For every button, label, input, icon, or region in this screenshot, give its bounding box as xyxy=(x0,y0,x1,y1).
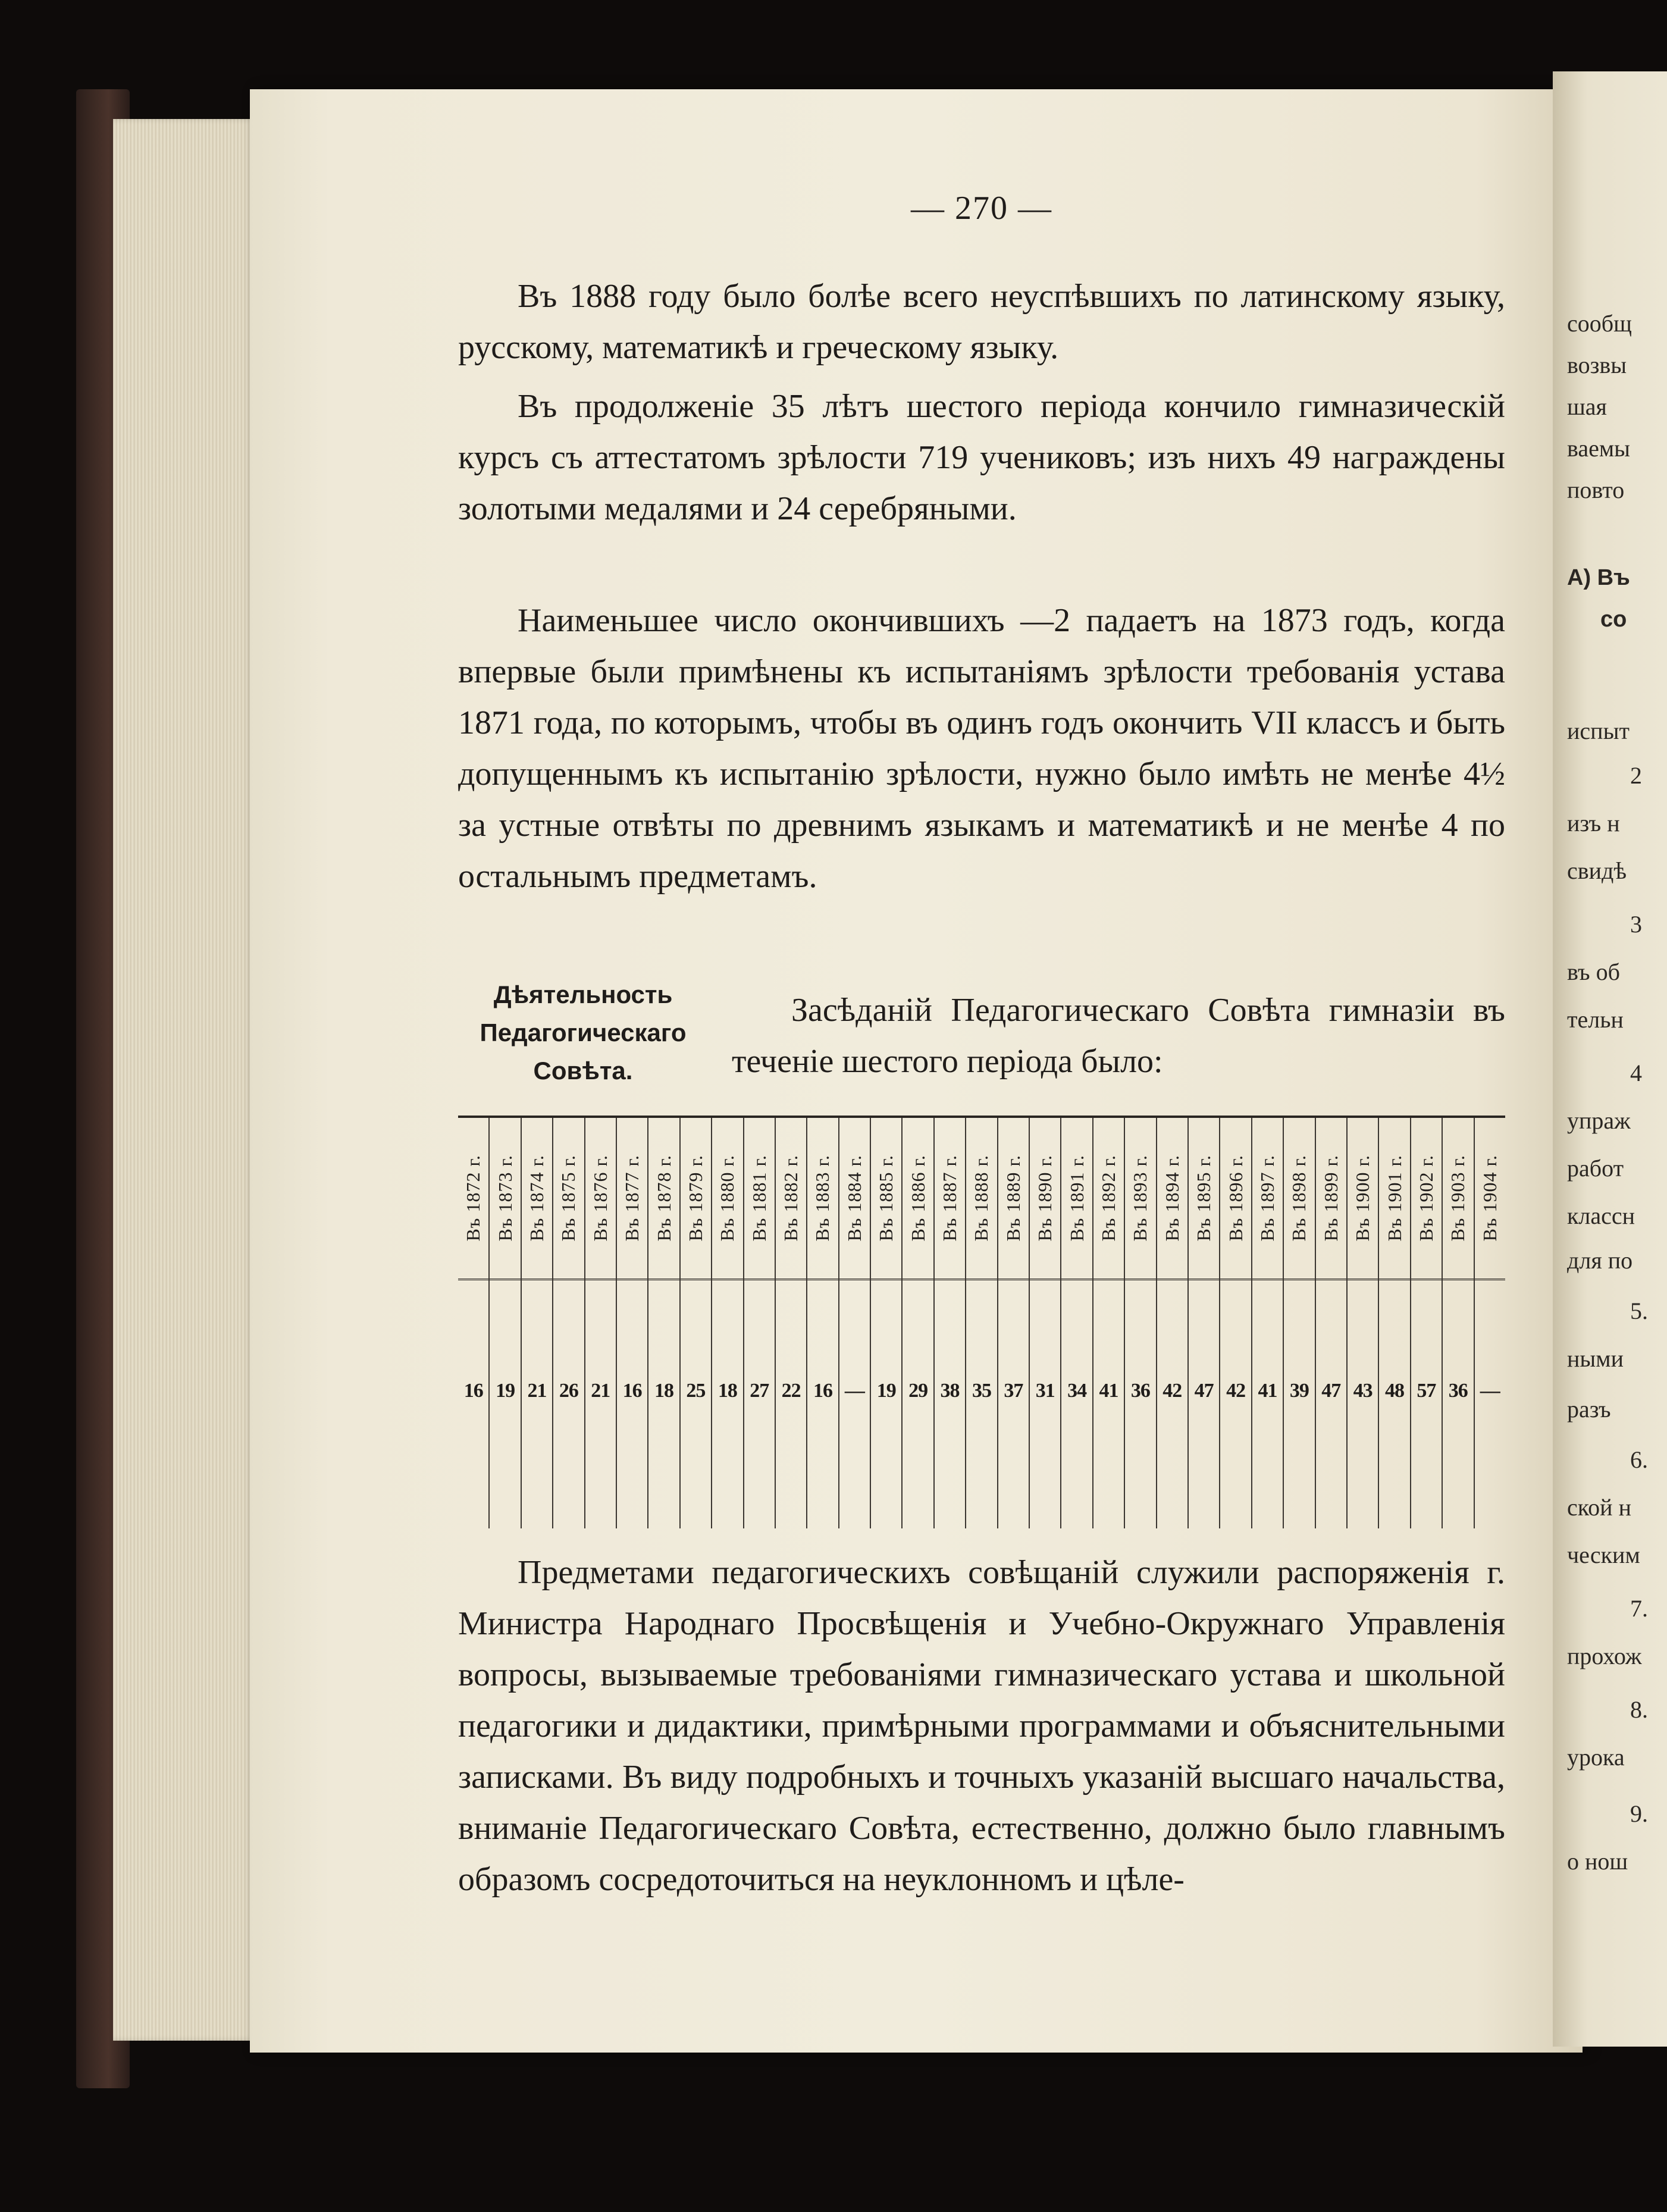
table-column xyxy=(1156,1118,1187,1528)
table-column xyxy=(1378,1118,1409,1528)
right-page-fragment: тельн xyxy=(1567,1006,1624,1033)
right-page-fragment: сообщ xyxy=(1567,310,1632,337)
right-page-fragment: повто xyxy=(1567,477,1625,503)
meetings-table xyxy=(458,1116,1505,1528)
year-label: Въ 1902 г. xyxy=(1415,1155,1437,1242)
year-cell xyxy=(490,1118,520,1279)
table-column xyxy=(458,1118,488,1528)
paragraph: Въ продолженіе 35 лѣтъ шестого періода кончило гимназическій курсъ съ аттестатомъ зрѣлости 719 учениковъ; изъ нихъ 49 награждены золотыми медалями и 24 серебряными. xyxy=(458,388,1505,527)
year-cell xyxy=(744,1118,775,1279)
right-page-fragment: А) Въ xyxy=(1567,565,1630,590)
meeting-count: 18 xyxy=(717,1380,737,1402)
right-page-fragment: упраж xyxy=(1567,1107,1631,1134)
meeting-count: 37 xyxy=(1004,1380,1023,1402)
year-cell xyxy=(1475,1118,1505,1279)
year-cell xyxy=(807,1118,838,1279)
right-page-fragment: классн xyxy=(1567,1202,1635,1229)
right-page-fragment: 4 xyxy=(1630,1060,1642,1086)
meeting-count: 22 xyxy=(781,1380,801,1402)
right-page-fragment: 5. xyxy=(1630,1298,1648,1324)
right-page-fragment: въ об xyxy=(1567,958,1620,985)
year-label: Въ 1880 г. xyxy=(716,1155,738,1242)
meeting-count: 16 xyxy=(463,1380,483,1402)
table-column xyxy=(1187,1118,1219,1528)
year-cell xyxy=(1125,1118,1155,1279)
meeting-count: 43 xyxy=(1353,1380,1373,1402)
year-cell xyxy=(1284,1118,1314,1279)
table-column xyxy=(552,1118,584,1528)
meeting-count: 35 xyxy=(972,1380,991,1402)
year-cell xyxy=(1316,1118,1346,1279)
year-label: Въ 1882 г. xyxy=(780,1155,802,1242)
meeting-count: 41 xyxy=(1258,1380,1277,1402)
year-cell xyxy=(1061,1118,1092,1279)
table-columns xyxy=(458,1118,1505,1528)
meeting-count: 48 xyxy=(1385,1380,1405,1402)
paragraph: Наименьшее число окончившихъ —2 падаетъ на 1873 годъ, когда впервые были примѣнены къ испытаніямъ зрѣлости требованія устава 1871 года, по которымъ, чтобы въ одинъ годъ окончить VII классъ и быть допущеннымъ къ испытанію зрѣлости, нужно было имѣть не менѣе 4½ за устные отвѣты по древнимъ языкамъ и математикѣ и не менѣе 4 по остальнымъ предметамъ. xyxy=(458,602,1505,895)
table-column xyxy=(521,1118,552,1528)
table-column xyxy=(616,1118,647,1528)
meeting-count: 18 xyxy=(654,1380,674,1402)
page-number: — 270 — xyxy=(911,190,1052,227)
meeting-count: 57 xyxy=(1417,1380,1436,1402)
right-page-fragment: свидѣ xyxy=(1567,857,1627,884)
meeting-count: 36 xyxy=(1448,1380,1468,1402)
year-cell xyxy=(1189,1118,1219,1279)
year-label: Въ 1904 г. xyxy=(1478,1155,1500,1242)
year-cell xyxy=(617,1118,647,1279)
year-label: Въ 1892 г. xyxy=(1098,1155,1119,1242)
table-column xyxy=(1092,1118,1124,1528)
right-page-fragment: ваемы xyxy=(1567,435,1631,462)
year-label: Въ 1872 г. xyxy=(462,1155,484,1242)
year-label: Въ 1899 г. xyxy=(1320,1155,1342,1242)
meeting-count: 19 xyxy=(876,1380,896,1402)
table-column xyxy=(584,1118,616,1528)
table-column xyxy=(965,1118,997,1528)
right-page-fragment: прохож xyxy=(1567,1643,1642,1669)
year-cell xyxy=(935,1118,965,1279)
year-label: Въ 1891 г. xyxy=(1066,1155,1088,1242)
year-cell xyxy=(522,1118,552,1279)
year-label: Въ 1894 г. xyxy=(1161,1155,1183,1242)
table-column xyxy=(1283,1118,1314,1528)
year-cell xyxy=(966,1118,997,1279)
right-page-fragment: со xyxy=(1600,607,1627,632)
closing-paragraph: Предметами педагогическихъ совѣщаній служили распоряженія г. Министра Народнаго Просвѣщенія и Учебно-Окружнаго Управленія вопросы, вызываемые требованіями гимназическаго устава и школьной педагогики и дидактики, примѣрными программами и объяснительными записками. Въ виду подробныхъ и точныхъ указаній высшаго начальства, вниманіе Педагогическаго Совѣта, естественно, должно было главнымъ образомъ сосредоточиться на неуклонномъ и цѣле- xyxy=(458,1554,1505,1898)
table-column xyxy=(806,1118,838,1528)
year-cell xyxy=(1348,1118,1378,1279)
year-cell xyxy=(1411,1118,1442,1279)
year-label: Въ 1896 г. xyxy=(1224,1155,1246,1242)
right-page-fragment: 6. xyxy=(1630,1446,1648,1473)
table-column xyxy=(1442,1118,1473,1528)
right-page-fragment: возвы xyxy=(1567,352,1627,378)
meeting-count: 25 xyxy=(686,1380,706,1402)
meeting-count: 41 xyxy=(1099,1380,1118,1402)
year-label: Въ 1875 г. xyxy=(557,1155,579,1242)
year-label: Въ 1877 г. xyxy=(621,1155,643,1242)
meeting-count: 27 xyxy=(750,1380,769,1402)
side-paragraph: Засѣданій Педагогическаго Совѣта гимназіи въ теченіе шестого періода было: xyxy=(732,992,1505,1080)
table-column xyxy=(1346,1118,1378,1528)
year-cell xyxy=(1443,1118,1473,1279)
year-cell xyxy=(458,1118,488,1279)
year-label: Въ 1890 г. xyxy=(1034,1155,1056,1242)
right-page-fragment: ными xyxy=(1567,1345,1624,1372)
year-label: Въ 1889 г. xyxy=(1002,1155,1024,1242)
paragraph: Въ 1888 году было болѣе всего неуспѣвшихъ по латинскому языку, русскому, математикѣ и греческому языку. xyxy=(458,278,1505,366)
year-label: Въ 1886 г. xyxy=(907,1155,929,1242)
right-page-fragment: ской н xyxy=(1567,1494,1631,1521)
table-column xyxy=(870,1118,901,1528)
meeting-count: 26 xyxy=(559,1380,578,1402)
year-label: Въ 1898 г. xyxy=(1288,1155,1310,1242)
year-cell xyxy=(903,1118,933,1279)
table-column xyxy=(1410,1118,1442,1528)
year-cell xyxy=(1220,1118,1251,1279)
meeting-count: 38 xyxy=(940,1380,960,1402)
table-column xyxy=(1060,1118,1092,1528)
meeting-count: 47 xyxy=(1321,1380,1341,1402)
table-column xyxy=(838,1118,870,1528)
year-label: Въ 1873 г. xyxy=(494,1155,516,1242)
year-label: Въ 1879 г. xyxy=(684,1155,706,1242)
year-label: Въ 1887 г. xyxy=(939,1155,961,1242)
right-page-fragment: ческим xyxy=(1567,1541,1640,1568)
right-page-fragment: 2 xyxy=(1630,762,1642,789)
meeting-count: 39 xyxy=(1289,1380,1309,1402)
meeting-count: 36 xyxy=(1130,1380,1150,1402)
year-label: Въ 1884 г. xyxy=(843,1155,865,1242)
table-column xyxy=(1315,1118,1346,1528)
meeting-count: 19 xyxy=(496,1380,515,1402)
year-cell xyxy=(776,1118,806,1279)
year-cell xyxy=(712,1118,742,1279)
year-cell xyxy=(585,1118,616,1279)
year-cell xyxy=(1093,1118,1124,1279)
table-column xyxy=(679,1118,711,1528)
meeting-count: — xyxy=(1480,1380,1500,1402)
year-cell xyxy=(553,1118,584,1279)
right-page-fragment: шая xyxy=(1567,393,1607,420)
right-page-fragment: разъ xyxy=(1567,1396,1611,1423)
year-label: Въ 1893 г. xyxy=(1129,1155,1151,1242)
meeting-count: 16 xyxy=(622,1380,642,1402)
year-label: Въ 1878 г. xyxy=(653,1155,675,1242)
meeting-count: 16 xyxy=(813,1380,832,1402)
table-column xyxy=(1251,1118,1283,1528)
right-page xyxy=(1553,71,1667,2047)
side-heading: Дѣятельность Педагогическаго Совѣта. xyxy=(480,980,687,1085)
year-cell xyxy=(1030,1118,1060,1279)
year-cell xyxy=(871,1118,901,1279)
right-page-fragment: для по xyxy=(1567,1247,1633,1274)
year-cell xyxy=(681,1118,711,1279)
table-column xyxy=(997,1118,1029,1528)
right-page-fragment: работ xyxy=(1567,1155,1624,1182)
year-label: Въ 1885 г. xyxy=(875,1155,897,1242)
right-page-fragment: о нош xyxy=(1567,1848,1628,1875)
year-label: Въ 1903 г. xyxy=(1447,1155,1469,1242)
year-cell xyxy=(998,1118,1029,1279)
year-cell xyxy=(1379,1118,1409,1279)
meeting-count: 47 xyxy=(1194,1380,1214,1402)
year-label: Въ 1876 г. xyxy=(589,1155,611,1242)
meeting-count: — xyxy=(844,1380,864,1402)
meeting-count: 42 xyxy=(1162,1380,1182,1402)
year-label: Въ 1900 г. xyxy=(1352,1155,1374,1242)
right-page-fragment: урока xyxy=(1567,1744,1625,1771)
year-label: Въ 1883 г. xyxy=(811,1155,834,1242)
meeting-count: 29 xyxy=(908,1380,928,1402)
meeting-count: 42 xyxy=(1226,1380,1246,1402)
right-page-fragment: 8. xyxy=(1630,1696,1648,1723)
year-label: Въ 1881 г. xyxy=(748,1155,770,1242)
table-column xyxy=(901,1118,933,1528)
right-page-fragment: испыт xyxy=(1567,718,1630,744)
right-page-fragment: изъ н xyxy=(1567,810,1620,836)
table-column xyxy=(1124,1118,1155,1528)
table-column xyxy=(1219,1118,1251,1528)
meeting-count: 21 xyxy=(527,1380,547,1402)
table-column xyxy=(647,1118,679,1528)
table-column xyxy=(1029,1118,1060,1528)
table-column xyxy=(933,1118,965,1528)
table-column xyxy=(488,1118,520,1528)
year-label: Въ 1888 г. xyxy=(970,1155,992,1242)
year-cell xyxy=(1157,1118,1187,1279)
year-cell xyxy=(648,1118,679,1279)
right-page-fragment: 9. xyxy=(1630,1800,1648,1827)
meeting-count: 21 xyxy=(591,1380,610,1402)
table-column xyxy=(743,1118,775,1528)
right-page-fragment: 7. xyxy=(1630,1595,1648,1622)
year-label: Въ 1874 г. xyxy=(525,1155,547,1242)
year-cell xyxy=(839,1118,870,1279)
table-column xyxy=(775,1118,806,1528)
meeting-count: 34 xyxy=(1067,1380,1087,1402)
page-edges xyxy=(113,119,256,2041)
meeting-count: 31 xyxy=(1035,1380,1055,1402)
year-cell xyxy=(1252,1118,1283,1279)
table-column xyxy=(1474,1118,1505,1528)
year-label: Въ 1901 г. xyxy=(1383,1155,1405,1242)
right-page-fragment: 3 xyxy=(1630,911,1642,938)
table-column xyxy=(711,1118,742,1528)
year-label: Въ 1897 г. xyxy=(1256,1155,1278,1242)
year-label: Въ 1895 г. xyxy=(1193,1155,1215,1242)
